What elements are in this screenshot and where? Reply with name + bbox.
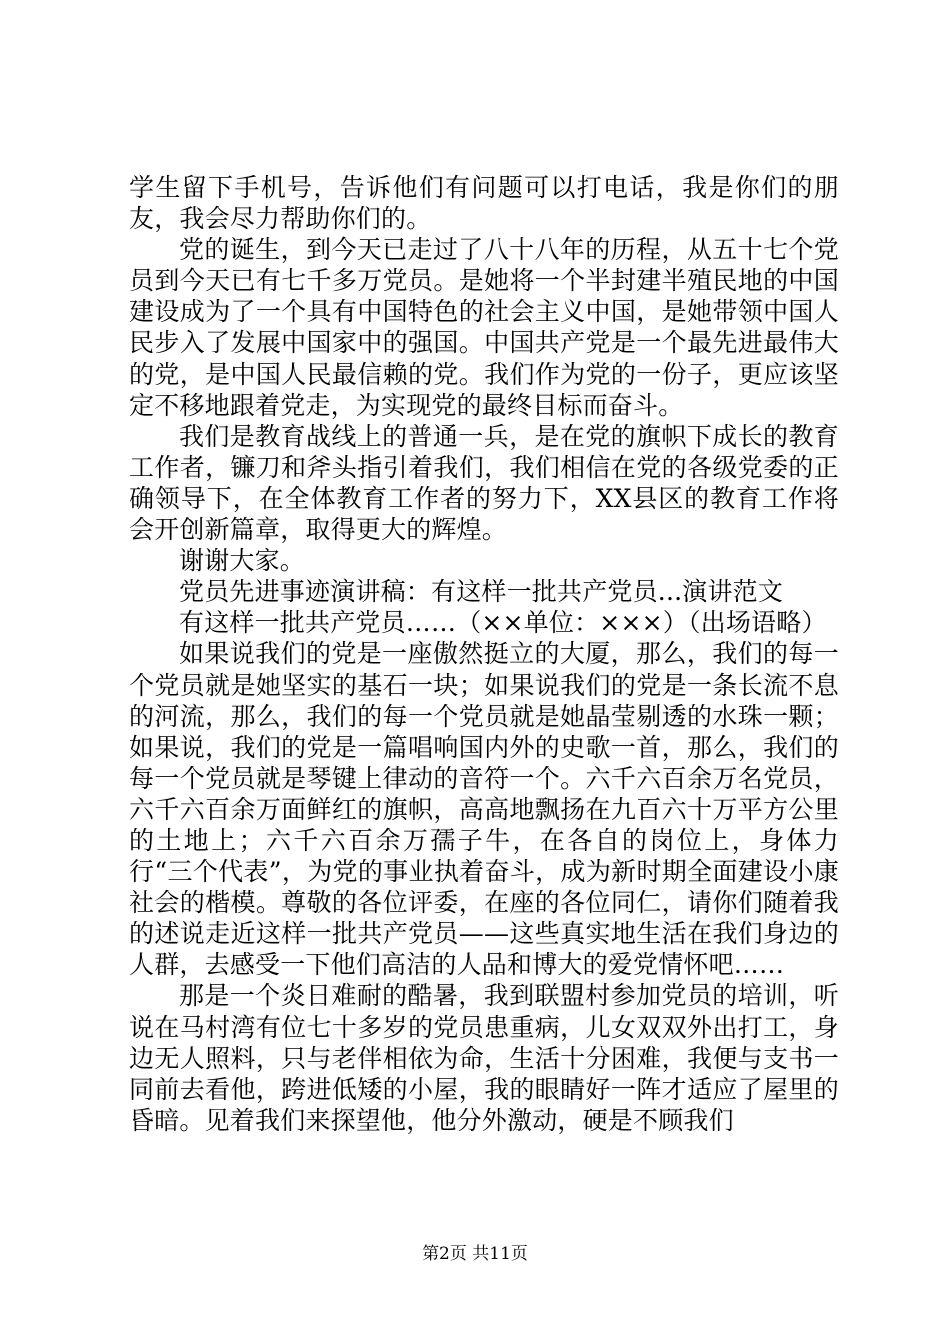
paragraph-5: 如果说我们的党是一座傲然挺立的大厦，那么，我们的每一个党员就是她坚实的基石一块；如果说我们的党是一条长流不息的河流，那么，我们的每一个党员就是她晶莹剔透的水珠一颗；如果说，我们的党是一篇唱响国内外的史歌一首，那么，我们的每一个党员就是琴键上律动的音符一个。六千六百余万名党员，六千六百余万面鲜红的旗帜，高高地飘扬在九百六十万平方公里的土地上；六千六百余万孺子牛，在各自的岗位上，身体力行“三个代表”，为党的事业执着奋斗，成为新时期全面建设小康社会的楷模。尊敬的各位评委，在座的各位同仁，请你们随着我的述说走近这样一批共产党员——这些真实地生活在我们身边的人群，去感受一下他们高洁的人品和博大的爱党情怀吧…… — [129, 639, 839, 980]
paragraph-6: 那是一个炎日难耐的酷暑，我到联盟村参加党员的培训，听说在马村湾有位七十多岁的党员患重病，儿女双双外出打工，身边无人照料，只与老伴相依为命，生活十分困难，我便与支书一同前去看他，跨进低矮的小屋，我的眼睛好一阵才适应了屋里的昏暗。见着我们来探望他，他分外激动，硬是不顾我们 — [129, 981, 839, 1135]
page-number-label: 第2页 共11页 — [422, 1244, 528, 1264]
paragraph-3: 我们是教育战线上的普通一兵，是在党的旗帜下成长的教育工作者，镰刀和斧头指引着我们，我们相信在党的各级党委的正确领导下，在全体教育工作者的努力下，XX县区的教育工作将会开创新篇章，取得更大的辉煌。 — [129, 421, 839, 545]
document-body — [129, 172, 839, 1136]
page-footer — [0, 1243, 950, 1265]
paragraph-4: 谢谢大家。 — [179, 546, 306, 576]
paragraph-2: 党的诞生，到今天已走过了八十八年的历程，从五十七个党员到今天已有七千多万党员。是她将一个半封建半殖民地的中国建设成为了一个具有中国特色的社会主义中国，是她带领中国人民步入了发展中国家中的强国。中国共产党是一个最先进最伟大的党，是中国人民最信赖的党。我们作为党的一份子，更应该坚定不移地跟着党走，为实现党的最终目标而奋斗。 — [129, 235, 839, 420]
paragraph-1: 学生留下手机号，告诉他们有问题可以打电话，我是你们的朋友，我会尽力帮助你们的。 — [129, 173, 839, 234]
speech-subtitle: 有这样一批共产党员……（××单位：×××）（出场语略） — [179, 608, 827, 638]
speech-title: 党员先进事迹演讲稿：有这样一批共产党员...演讲范文 — [179, 577, 784, 607]
